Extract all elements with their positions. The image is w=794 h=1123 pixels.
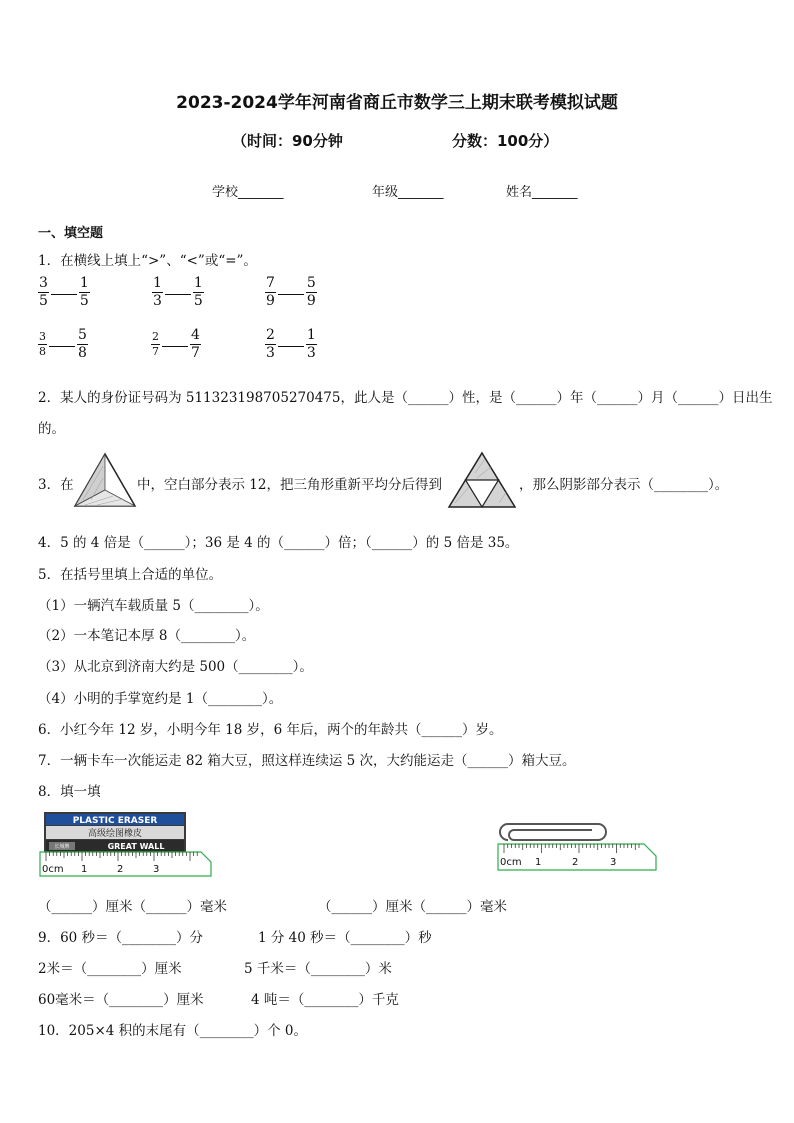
question-9-a: 9．60 秒＝（________）分	[38, 930, 204, 946]
question-5-item-4: （4）小明的手掌宽约是 1（________）。	[38, 691, 283, 707]
fraction-compare-4: 3 8 5 8	[39, 327, 87, 361]
question-8-answer-1: （______）厘米（______）毫米	[38, 899, 227, 915]
page-title: 2023-2024学年河南省商丘市数学三上期末联考模拟试题	[176, 93, 618, 113]
fraction-compare-3: 7 9 5 9	[266, 275, 316, 309]
question-6: 6．小红今年 12 岁，小明今年 18 岁，6 年后，两个的年龄共（______）岁。	[38, 722, 503, 738]
question-5-item-2: （2）一本笔记本厚 8（________）。	[38, 628, 256, 644]
eraser-ruler-figure	[36, 810, 214, 878]
question-9-d: 5 千米＝（________）米	[244, 961, 392, 977]
ruler2-label-3: 3	[610, 857, 617, 868]
question-1: 1．在横线上填上“>”、“<”或“=”。	[38, 253, 257, 269]
question-9-c: 2米＝（________）厘米	[38, 961, 182, 977]
eraser-badge: 长城牌	[54, 844, 70, 850]
ruler1-label-1: 1	[81, 864, 88, 875]
ruler1-label-2: 2	[117, 864, 124, 875]
question-7: 7．一辆卡车一次能运走 82 箱大豆，照这样连续运 5 次，大约能运走（______）箱大豆。	[38, 753, 576, 769]
question-2-line2: 的。	[38, 421, 65, 437]
triangle-figure-2	[447, 451, 517, 509]
exam-score: 分数：100分）	[452, 132, 559, 150]
eraser-brand: PLASTIC ERASER	[72, 816, 158, 826]
ruler2-label-2: 2	[572, 857, 579, 868]
question-9-f: 4 吨＝（________）千克	[251, 992, 399, 1008]
question-10: 10．205×4 积的末尾有（________）个 0。	[38, 1023, 308, 1039]
question-4: 4．5 的 4 倍是（______）；36 是 4 的（______）倍；（______）的 5 倍是 35。	[38, 535, 519, 551]
exam-time: （时间：90分钟	[232, 132, 343, 150]
question-3-middle: 中，空白部分表示 12，把三角形重新平均分后得到	[137, 477, 442, 493]
question-2-line1: 2．某人的身份证号码为 511323198705270475，此人是（______）性，是（______）年（______）月（______）日出生	[38, 390, 773, 406]
question-5-item-3: （3）从北京到济南大约是 500（________）。	[38, 659, 313, 675]
paperclip-ruler-figure	[494, 818, 662, 874]
eraser-chinese: 高级绘图橡皮	[87, 829, 143, 839]
question-8-answer-2: （______）厘米（______）毫米	[318, 899, 507, 915]
ruler2-label-1: 1	[535, 857, 542, 868]
section-heading: 一、填空题	[38, 226, 104, 241]
question-3-after: ，那么阴影部分表示（________）。	[519, 477, 729, 493]
fraction-compare-1: 3 5 1 5	[39, 275, 89, 309]
eraser-great-wall: GREAT WALL	[107, 842, 165, 851]
fraction-compare-6: 2 3 1 3	[266, 327, 316, 361]
ruler2-label-0: 0cm	[500, 857, 522, 868]
ruler1-label-3: 3	[153, 864, 160, 875]
ruler1-label-0: 0cm	[42, 864, 64, 875]
fraction-compare-2: 1 3 1 5	[153, 275, 203, 309]
grade-field: 年级_______	[372, 185, 444, 200]
fraction-compare-5: 2 7 4 7	[152, 327, 200, 361]
question-5: 5．在括号里填上合适的单位。	[38, 567, 223, 583]
question-8: 8．填一填	[38, 784, 101, 800]
question-9-b: 1 分 40 秒＝（________）秒	[258, 930, 432, 946]
question-9-e: 60毫米＝（________）厘米	[38, 992, 204, 1008]
question-3-before: 3．在	[38, 477, 74, 493]
triangle-figure-1	[73, 452, 137, 508]
question-5-item-1: （1）一辆汽车载质量 5（________）。	[38, 598, 269, 614]
name-field: 姓名_______	[506, 185, 578, 200]
school-field: 学校_______	[212, 185, 284, 200]
